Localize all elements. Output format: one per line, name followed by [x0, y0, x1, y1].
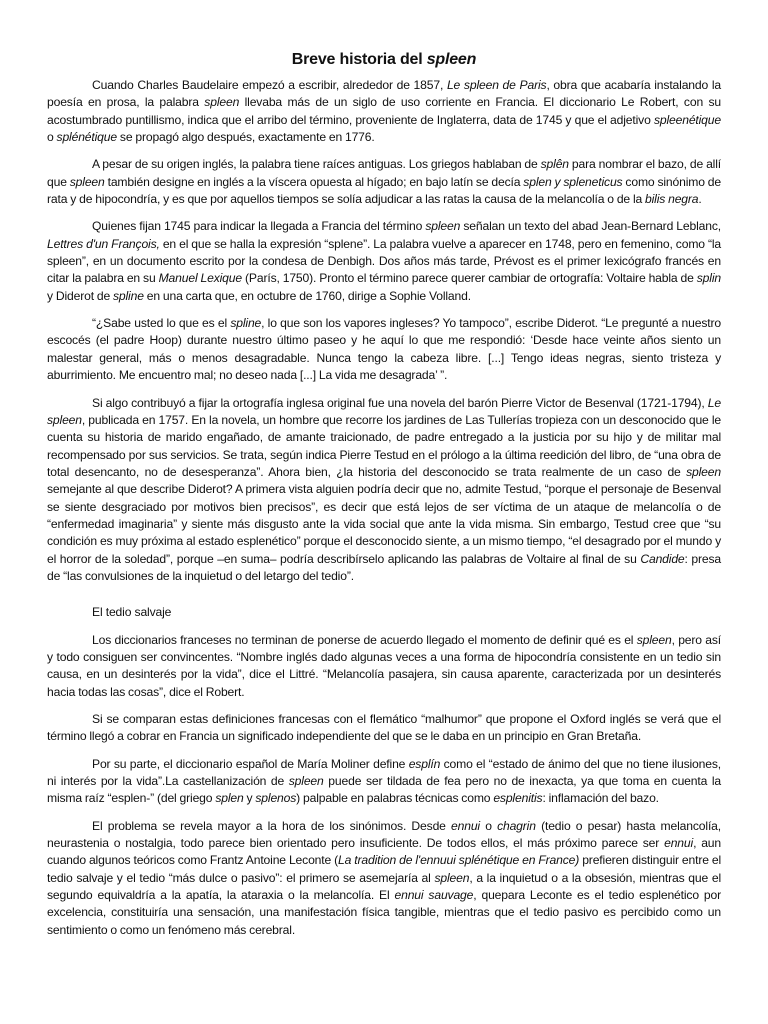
italic-text: spline	[112, 288, 144, 303]
text-run: para nombrar el bazo, de allí que	[47, 157, 721, 189]
italic-text: splên	[540, 157, 569, 172]
text-run: (París, 1750). Pronto el término parece querer cambiar de ortografía: Voltaire habla de	[242, 271, 697, 286]
text-run: prefieren distinguir entre el tedio salvaje y el tedio “más dulce o pasivo”: el primero se asemejaría al	[47, 853, 722, 885]
italic-text: spleen	[636, 632, 672, 647]
paragraph-4	[47, 315, 721, 384]
text-run: Los diccionarios franceses no terminan de ponerse de acuerdo llegado el momento de definir qué es el	[92, 632, 637, 647]
italic-text: ennui sauvage	[394, 888, 474, 903]
text-run: Por su parte, el diccionario español de María Moliner define	[92, 756, 409, 771]
text-run: o	[479, 818, 498, 833]
italic-text: Le spleen de Paris	[446, 78, 547, 92]
italic-text: splen y spleneticus	[523, 174, 623, 189]
text-run: o	[47, 130, 57, 145]
text-run: llevaba más de un siglo de uso corriente en Francia. El diccionario Le Robert, con su acostumbrado puntillismo, indica que el arribo del término, proveniente de Inglaterra, data de 1745 y que el adjetivo	[47, 95, 721, 127]
text-run: en una carta que, en octubre de 1760, dirige a Sophie Volland.	[143, 288, 471, 303]
italic-text: spleen	[686, 464, 721, 479]
italic-text: spleen	[425, 219, 461, 234]
text-run: puede ser tildada de fea pero no de inexacta, ya que toma en cuenta la misma raíz “esplen-” (del griego	[47, 774, 721, 806]
text-run: El problema se revela mayor a la hora de los sinónimos. Desde	[92, 818, 452, 833]
text-run: , pero así y todo consiguen ser convincentes. “Nombre inglés dado algunas veces a una forma de hipocondría consistente en un tedio sin causa, en un desinterés por la vida”, dice el Littré. “Melancolía pasajera, sin causa aparente, caracterizada por un desinterés hacia todas las cosas”, dice el Robert.	[47, 632, 722, 699]
section-heading: El tedio salvaje	[92, 605, 172, 620]
text-run: : inflamación del bazo.	[542, 791, 659, 806]
italic-text: splenos	[255, 791, 297, 806]
text-run: y Diderot de	[47, 288, 113, 303]
italic-text: spleen	[434, 870, 470, 885]
title-text: Breve historia del	[291, 51, 427, 68]
italic-text: spleen	[69, 174, 105, 189]
italic-text: esplín	[408, 756, 441, 771]
text-run: Si se comparan estas definiciones francesas con el flemático “malhumor” que propone el Oxford inglés se verá que el término llegó a cobrar en Francia un significado independiente del que se le daba en un principio en Gran Bretaña.	[47, 712, 721, 744]
text-run: , lo que son los vapores ingleses? Yo tampoco”, escribe Diderot. “Le pregunté a nuestro escocés (el padre Hoop) durante nuestro último paseo y he aquí lo que me respondió: ‘Desde hace veinte años siento un malestar general, más o menos desagradable. Nunca tengo la cabeza libre. [...] Tengo ideas negras, siento tristeza y aburrimiento. Me encuentro mal; no deseo nada [...] La vida me desagrada’ ”.	[47, 316, 722, 383]
text-run: : presa de “las convulsiones de la inquietud o del letargo del tedio”.	[47, 551, 722, 583]
paragraph-1	[47, 77, 721, 146]
title-italic: spleen	[426, 51, 477, 68]
text-run: se propagó algo después, exactamente en 1776.	[116, 130, 375, 145]
paragraph-6	[47, 632, 721, 701]
italic-text: spline	[230, 316, 262, 331]
text-run: A pesar de su origen inglés, la palabra tiene raíces antiguas. Los griegos hablaban de	[92, 157, 541, 172]
text-run: , a la inquietud o a la obsesión, mientras que el segundo equivaldría a la apatía, la ataraxia o la melancolía. El	[47, 870, 721, 903]
paragraph-8	[47, 756, 721, 808]
italic-text: esplenitis	[493, 791, 543, 806]
paragraph-2	[47, 156, 721, 208]
italic-text: spleen	[288, 774, 324, 789]
text-run: ) palpable en palabras técnicas como	[296, 791, 494, 806]
text-run: semejante al que describe Diderot? A primera vista alguien podría decir que no, admite Testud, “porque el personaje de Besenval se siente desgraciado por motivos bien precisos”, es decir que está lejos de ser víctima de un ataque de melancolía o de “enfermedad imaginaria” y siente más disgusto ante la vida social que ante la vida misma. Sin embargo, Testud cree que “su condición es muy próxima al estado esplenético” porque el desconocido siente, a un mismo tiempo, “el desagrado por el mundo y el horror de la soledad”, porque –en suma– podría describírselo aplicando las palabras de Voltaire al final de su	[47, 482, 721, 566]
text-run: “¿Sabe usted lo que es el	[92, 316, 231, 331]
italic-text: Candide	[640, 551, 685, 566]
text-run: , publicada en 1757. En la novela, un hombre que recorre los jardines de Las Tullerías tropieza con un desconocido que le cuenta su historia de marido engañado, de amante traicionado, de padre entregado a la justicia por su hijo y de militar mal recompensado por sus servicios. Se trata, según indica Pierre Testud en el prólogo a la última reedición del libro, de “una obra de total desencanto, no de desesperanza”. Ahora bien, ¿la historia del desconocido se trata realmente de un caso de	[47, 412, 721, 479]
paragraph-9	[47, 818, 721, 939]
text-run: en el que se halla la expresión “splene”. La palabra vuelve a aparecer en 1748, pero en femenino, como “la spleen”, en un documento escrito por la condesa de Denbigh. Dos años más tarde, Prévost es el primer lexicógrafo francés en citar la palabra en su	[47, 236, 721, 286]
page-title	[0, 49, 768, 71]
text-run: como el “estado de ánimo del que no tiene ilusiones, ni interés por la vida”.La castellanización de	[47, 756, 722, 789]
document-body	[47, 77, 721, 939]
text-run: Quienes fijan 1745 para indicar la llegada a Francia del término	[92, 219, 426, 234]
paragraph-7	[47, 711, 721, 746]
text-run: , aun cuando algunos teóricos como Frantz Antoine Leconte (	[47, 836, 722, 868]
italic-text: Manuel Lexique	[158, 271, 242, 286]
text-run: también designe en inglés a la víscera opuesta al hígado; en bajo latín se decía	[104, 174, 524, 189]
italic-text: spleenétique	[653, 112, 721, 127]
text-run: Si algo contribuyó a fijar la ortografía inglesa original fue una novela del barón Pierre Victor de Besenval (1721-1794),	[92, 395, 708, 410]
text-run: .	[698, 192, 702, 207]
text-run: y	[243, 791, 256, 806]
italic-text: splénétique	[56, 130, 117, 145]
italic-text: bilis negra	[645, 192, 699, 207]
italic-text: spleen	[204, 95, 240, 110]
paragraph-5	[47, 395, 721, 586]
text-run: (tedio o pesar) hasta melancolía, neurastenia o nostalgia, todo parece bien orientado pero insuficiente. De todos ellos, el más próximo parece ser	[47, 818, 721, 851]
italic-text: Lettres d'un François,	[47, 236, 160, 251]
italic-text: chagrin	[497, 818, 536, 833]
text-run: , obra que acabaría instalando la poesía en prosa, la palabra	[47, 78, 722, 110]
italic-text: ennui	[664, 836, 694, 851]
italic-text: splen	[215, 791, 244, 806]
italic-text: Le spleen	[47, 395, 721, 427]
text-run: Cuando Charles Baudelaire empezó a escribir, alrededor de 1857,	[92, 78, 447, 92]
text-run: como sinónimo de rata y de hipocondría, y es que por aquellos tiempos se solía adjudicar a las ratas la causa de la melancolía o de la	[47, 174, 722, 207]
text-run: , quepara Leconte es el tedio esplenético por excelencia, constituiría una sensación, una manifestación física tangible, mientras que el tedio pasivo es percibido como un sentimiento o como un fenómeno más cerebral.	[47, 888, 721, 937]
paragraph-3	[47, 218, 721, 305]
italic-text: ennui	[451, 818, 480, 833]
text-run: señalan un texto del abad Jean-Bernard Leblanc,	[460, 219, 721, 234]
italic-text: La tradition de l'ennuui splénétique en France)	[338, 853, 580, 868]
italic-text: splin	[696, 271, 721, 286]
